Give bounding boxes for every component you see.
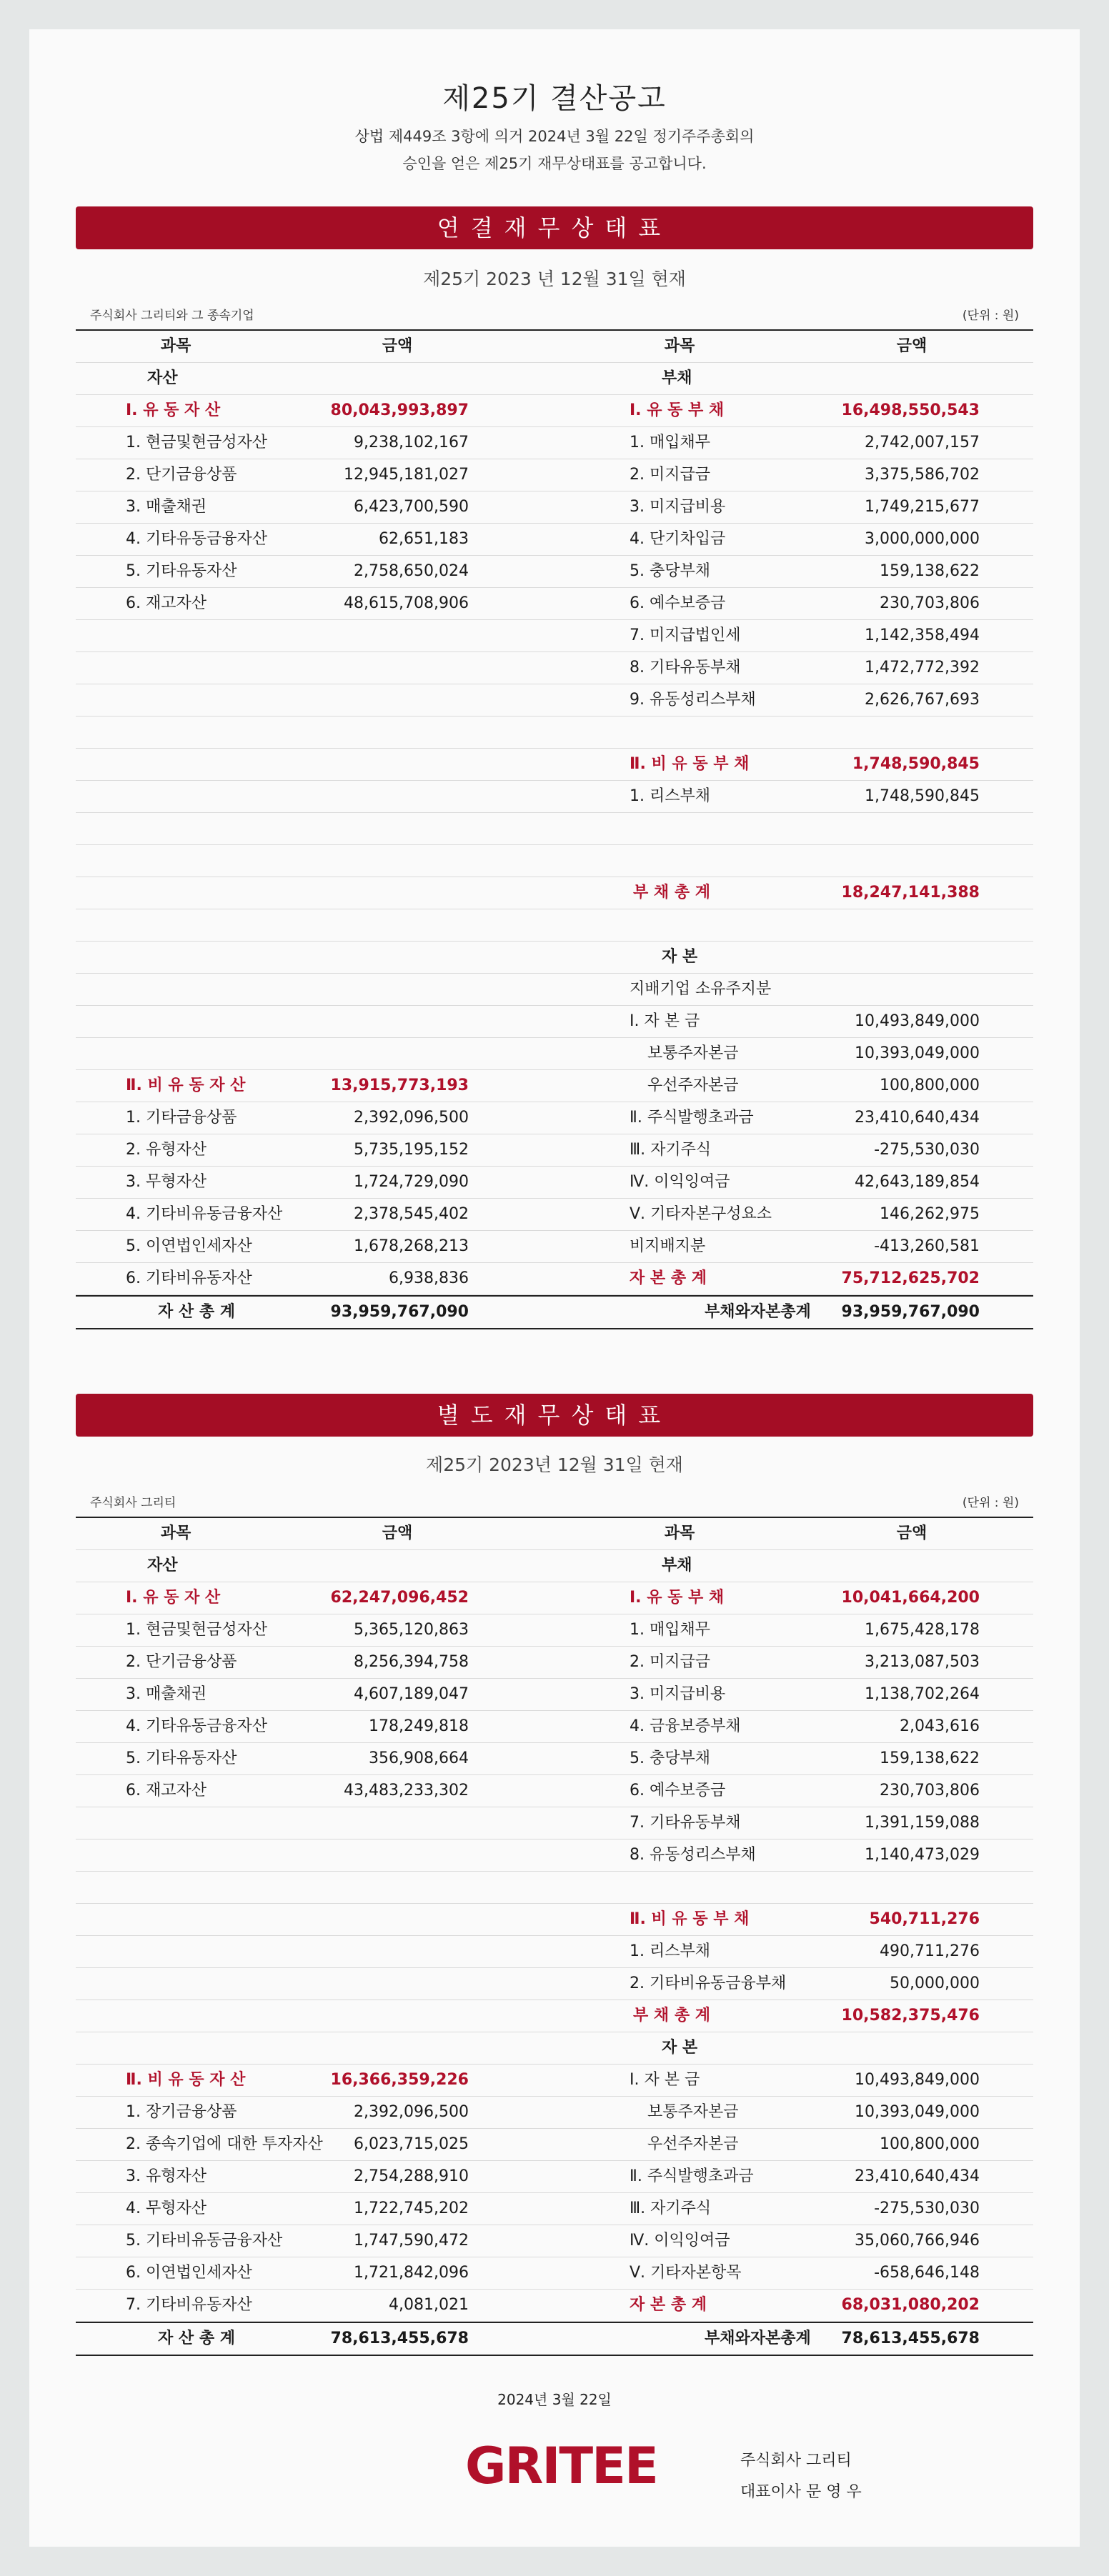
table-row (76, 1839, 1033, 1872)
right-item: Ⅲ. 자기주식 (630, 1141, 712, 1159)
right-amount: -658,646,148 (874, 2264, 980, 2282)
right-amount: 159,138,622 (880, 1749, 980, 1767)
right-item: Ⅱ. 비 유 동 부 채 (630, 1910, 750, 1928)
right-amount: 42,643,189,854 (855, 1173, 980, 1191)
right-amount: 68,031,080,202 (841, 2296, 980, 2314)
right-item: 6. 예수보증금 (630, 594, 726, 612)
right-item: Ⅰ. 유 동 부 채 (630, 1589, 725, 1607)
table-row (76, 1070, 1033, 1102)
col-item-right: 과목 (664, 337, 695, 355)
table-row (76, 620, 1033, 652)
right-amount: 1,391,159,088 (865, 1814, 980, 1832)
consolidated-unit: (단위 : 원) (962, 309, 1019, 323)
left-item: 6. 기타비유동자산 (126, 1269, 252, 1287)
right-item: 7. 기타유동부채 (630, 1814, 741, 1832)
right-item: 3. 미지급비용 (630, 498, 726, 516)
table-header-row (76, 1518, 1033, 1550)
left-amount: 1,747,590,472 (354, 2232, 469, 2250)
table-row (76, 1968, 1033, 2000)
left-item: 6. 이연법인세자산 (126, 2264, 252, 2282)
table-row (76, 427, 1033, 459)
table-row (76, 1679, 1033, 1711)
left-item: 1. 현금및현금성자산 (126, 1621, 267, 1639)
left-amount: 178,249,818 (369, 1717, 469, 1735)
left-amount: 8,256,394,758 (354, 1653, 469, 1671)
table-row (76, 1006, 1033, 1038)
total-liab-equity-label: 부채와자본총계 (705, 1303, 811, 1321)
right-amount: 1,748,590,845 (852, 755, 980, 773)
left-item: 2. 유형자산 (126, 1141, 207, 1159)
left-item: 3. 무형자산 (126, 1173, 207, 1191)
table-row (76, 781, 1033, 813)
right-amount: 23,410,640,434 (855, 2167, 980, 2185)
left-amount: 6,938,836 (389, 1269, 469, 1287)
left-item: Ⅱ. 비 유 동 자 산 (126, 2071, 246, 2089)
right-item: 8. 유동성리스부채 (630, 1846, 756, 1864)
total-liab-equity-label: 부채와자본총계 (705, 2330, 811, 2347)
right-item: 4. 금융보증부채 (630, 1717, 741, 1735)
right-item: 자 본 (662, 948, 698, 966)
total-assets-amount: 78,613,455,678 (330, 2330, 469, 2347)
right-item: 2. 미지급금 (630, 1653, 710, 1671)
right-item: Ⅱ. 주식발행초과금 (630, 2167, 754, 2185)
left-amount: 5,365,120,863 (354, 1621, 469, 1639)
right-amount: 230,703,806 (880, 594, 980, 612)
left-item: 4. 무형자산 (126, 2200, 207, 2217)
right-amount: 1,140,473,029 (865, 1846, 980, 1864)
table-row (76, 1263, 1033, 1295)
notice-subtitle-line1: 상법 제449조 3항에 의거 2024년 3월 22일 정기주주총회의 (354, 128, 755, 145)
table-row (76, 1647, 1033, 1679)
notice-subtitle-line2: 승인을 얻은 제25기 재무상태표를 공고합니다. (402, 155, 707, 172)
left-item: 2. 단기금융상품 (126, 466, 237, 484)
left-item: Ⅰ. 유 동 자 산 (126, 1589, 221, 1607)
right-amount: 1,748,590,845 (865, 787, 980, 805)
right-item: 자 본 총 계 (630, 1269, 707, 1287)
right-item: 우선주자본금 (647, 1077, 739, 1094)
right-item: 부 채 총 계 (633, 884, 710, 902)
left-amount: 4,607,189,047 (354, 1685, 469, 1703)
left-item: 4. 기타유동금융자산 (126, 1717, 267, 1735)
left-amount: 9,238,102,167 (354, 434, 469, 451)
table-row (76, 1711, 1033, 1743)
table-row (76, 1614, 1033, 1647)
table-row (76, 459, 1033, 491)
right-item: 6. 예수보증금 (630, 1782, 726, 1799)
footer-ceo: 대표이사 문 영 우 (740, 2483, 862, 2501)
consolidated-company: 주식회사 그리티와 그 종속기업 (90, 309, 254, 323)
left-item: 4. 기타비유동금융자산 (126, 1205, 283, 1223)
notice-title: 제25기 결산공고 (442, 82, 667, 115)
right-item: 1. 리스부채 (630, 787, 710, 805)
total-row (76, 2322, 1033, 2355)
table-row (76, 2257, 1033, 2290)
table-row (76, 2032, 1033, 2065)
table-row (76, 2065, 1033, 2097)
left-amount: 1,721,842,096 (354, 2264, 469, 2282)
table-row (76, 974, 1033, 1006)
left-item: 5. 기타유동자산 (126, 562, 237, 580)
left-item: 5. 기타비유동금융자산 (126, 2232, 283, 2250)
right-item: 보통주자본금 (647, 1044, 739, 1062)
total-assets-label: 자 산 총 계 (158, 2330, 235, 2347)
table-row (76, 1807, 1033, 1839)
table-row (76, 1231, 1033, 1263)
left-amount: 2,392,096,500 (354, 2103, 469, 2121)
left-amount: 48,615,708,906 (344, 594, 469, 612)
right-amount: 10,041,664,200 (841, 1589, 980, 1607)
left-item: 6. 재고자산 (126, 594, 207, 612)
right-item: Ⅳ. 이익잉여금 (630, 1173, 730, 1191)
left-item: 3. 매출채권 (126, 1685, 207, 1703)
right-item: 5. 충당부채 (630, 1749, 710, 1767)
col-item-left: 과목 (160, 337, 192, 355)
right-amount: 2,626,767,693 (865, 691, 980, 709)
right-item: 우선주자본금 (647, 2135, 739, 2153)
left-amount: 2,758,650,024 (354, 562, 469, 580)
col-item-left: 과목 (160, 1524, 192, 1542)
right-item: Ⅱ. 비 유 동 부 채 (630, 755, 750, 773)
right-item: Ⅴ. 기타자본항목 (630, 2264, 742, 2282)
left-item: 3. 매출채권 (126, 498, 207, 516)
right-amount: 10,582,375,476 (841, 2007, 980, 2025)
table-header-row (76, 331, 1033, 363)
right-amount: 1,138,702,264 (865, 1685, 980, 1703)
right-amount: 1,749,215,677 (865, 498, 980, 516)
col-amount-right: 금액 (896, 1524, 928, 1542)
table-row (76, 1936, 1033, 1968)
table-row (76, 845, 1033, 877)
left-amount: 5,735,195,152 (354, 1141, 469, 1159)
left-amount: 43,483,233,302 (344, 1782, 469, 1799)
right-item: 지배기업 소유주지분 (630, 980, 772, 998)
table-row (76, 2097, 1033, 2129)
right-amount: 75,712,625,702 (841, 1269, 980, 1287)
table-row (76, 395, 1033, 427)
right-item: 2. 미지급금 (630, 466, 710, 484)
right-amount: 18,247,141,388 (841, 884, 980, 902)
table-row (76, 1167, 1033, 1199)
notice-page (29, 29, 1080, 2547)
right-amount: 2,742,007,157 (865, 434, 980, 451)
col-amount-left: 금액 (382, 1524, 413, 1542)
right-item: 4. 단기차입금 (630, 530, 726, 548)
gritee-logo: GRITEE (465, 2437, 657, 2495)
right-amount: 100,800,000 (880, 1077, 980, 1094)
left-amount: 62,651,183 (379, 530, 469, 548)
left-item: 2. 단기금융상품 (126, 1653, 237, 1671)
table-row (76, 2161, 1033, 2193)
right-item: 1. 매입채무 (630, 434, 710, 451)
right-amount: 2,043,616 (900, 1717, 980, 1735)
consolidated-banner: 연결재무상태표 (76, 206, 1033, 249)
left-item: Ⅱ. 비 유 동 자 산 (126, 1077, 246, 1094)
table-row (76, 652, 1033, 684)
footer-company: 주식회사 그리티 (740, 2452, 852, 2470)
table-row (76, 813, 1033, 845)
table-row (76, 684, 1033, 717)
right-amount: 1,142,358,494 (865, 626, 980, 644)
left-amount: 1,722,745,202 (354, 2200, 469, 2217)
right-item: Ⅱ. 주식발행초과금 (630, 1109, 754, 1127)
right-amount: 100,800,000 (880, 2135, 980, 2153)
table-row (76, 1582, 1033, 1614)
right-item: 8. 기타유동부채 (630, 659, 741, 677)
left-item: 6. 재고자산 (126, 1782, 207, 1799)
left-amount: 6,423,700,590 (354, 498, 469, 516)
col-amount-left: 금액 (382, 337, 413, 355)
table-row (76, 2225, 1033, 2257)
right-item: 1. 매입채무 (630, 1621, 710, 1639)
right-amount: 146,262,975 (880, 1205, 980, 1223)
right-item: Ⅰ. 유 동 부 채 (630, 401, 725, 419)
table-row (76, 749, 1033, 781)
right-item: Ⅲ. 자기주식 (630, 2200, 712, 2217)
left-amount: 62,247,096,452 (330, 1589, 469, 1607)
left-amount: 2,392,096,500 (354, 1109, 469, 1127)
right-amount: 540,711,276 (869, 1910, 980, 1928)
separate-balance-table (76, 1517, 1033, 2356)
right-item: Ⅰ. 자 본 금 (630, 2071, 700, 2089)
table-row (76, 2129, 1033, 2161)
right-item: 비지배지분 (630, 1237, 706, 1255)
left-item: 1. 현금및현금성자산 (126, 434, 267, 451)
right-item: 자 본 (662, 2039, 698, 2057)
right-amount: -275,530,030 (874, 1141, 980, 1159)
right-amount: 3,375,586,702 (865, 466, 980, 484)
table-row (76, 2193, 1033, 2225)
section-liabilities: 부채 (662, 369, 692, 387)
left-item: 5. 기타유동자산 (126, 1749, 237, 1767)
left-item: 1. 기타금융상품 (126, 1109, 237, 1127)
col-item-right: 과목 (664, 1524, 695, 1542)
section-row (76, 363, 1033, 395)
right-item: 9. 유동성리스부채 (630, 691, 756, 709)
right-item: 7. 미지급법인세 (630, 626, 741, 644)
right-amount: 10,393,049,000 (855, 1044, 980, 1062)
left-item: Ⅰ. 유 동 자 산 (126, 401, 221, 419)
section-liabilities: 부채 (662, 1557, 692, 1574)
right-item: Ⅴ. 기타자본구성요소 (630, 1205, 772, 1223)
right-amount: 10,393,049,000 (855, 2103, 980, 2121)
left-amount: 6,023,715,025 (354, 2135, 469, 2153)
total-assets-label: 자 산 총 계 (158, 1303, 235, 1321)
right-amount: -413,260,581 (874, 1237, 980, 1255)
table-row (76, 524, 1033, 556)
left-item: 2. 종속기업에 대한 투자자산 (126, 2135, 323, 2153)
footer-date: 2024년 3월 22일 (497, 2391, 612, 2408)
table-row (76, 717, 1033, 749)
left-amount: 80,043,993,897 (330, 401, 469, 419)
col-amount-right: 금액 (896, 337, 928, 355)
section-row (76, 1550, 1033, 1582)
right-item: 1. 리스부채 (630, 1942, 710, 1960)
left-item: 7. 기타비유동자산 (126, 2296, 252, 2314)
table-row (76, 491, 1033, 524)
table-row (76, 2000, 1033, 2032)
right-amount: 490,711,276 (880, 1942, 980, 1960)
left-amount: 1,678,268,213 (354, 1237, 469, 1255)
table-row (76, 909, 1033, 942)
table-row (76, 1199, 1033, 1231)
left-amount: 2,378,545,402 (354, 1205, 469, 1223)
table-row (76, 1102, 1033, 1134)
total-liab-equity-amount: 93,959,767,090 (841, 1303, 980, 1321)
table-row (76, 1775, 1033, 1807)
separate-unit: (단위 : 원) (962, 1496, 1019, 1510)
table-row (76, 942, 1033, 974)
right-item: Ⅳ. 이익잉여금 (630, 2232, 730, 2250)
left-amount: 1,724,729,090 (354, 1173, 469, 1191)
total-row (76, 1295, 1033, 1328)
left-item: 1. 장기금융상품 (126, 2103, 237, 2121)
section-assets: 자산 (147, 1557, 178, 1574)
right-amount: 23,410,640,434 (855, 1109, 980, 1127)
left-amount: 4,081,021 (389, 2296, 469, 2314)
left-amount: 13,915,773,193 (330, 1077, 469, 1094)
right-amount: 16,498,550,543 (841, 401, 980, 419)
table-row (76, 588, 1033, 620)
right-item: 자 본 총 계 (630, 2296, 707, 2314)
right-amount: 10,493,849,000 (855, 2071, 980, 2089)
right-amount: 50,000,000 (890, 1975, 980, 1992)
consolidated-balance-table (76, 329, 1033, 1329)
left-amount: 16,366,359,226 (330, 2071, 469, 2089)
right-item: 2. 기타비유동금융부채 (630, 1975, 787, 1992)
table-row (76, 1904, 1033, 1936)
right-amount: 10,493,849,000 (855, 1012, 980, 1030)
table-row (76, 556, 1033, 588)
right-item: 보통주자본금 (647, 2103, 739, 2121)
left-amount: 2,754,288,910 (354, 2167, 469, 2185)
separate-date: 제25기 2023년 12월 31일 현재 (426, 1454, 683, 1475)
right-amount: 35,060,766,946 (855, 2232, 980, 2250)
right-amount: 1,675,428,178 (865, 1621, 980, 1639)
separate-banner: 별도재무상태표 (76, 1394, 1033, 1437)
left-item: 4. 기타유동금융자산 (126, 530, 267, 548)
table-row (76, 1134, 1033, 1167)
total-assets-amount: 93,959,767,090 (330, 1303, 469, 1321)
table-row (76, 1872, 1033, 1904)
left-item: 3. 유형자산 (126, 2167, 207, 2185)
total-liab-equity-amount: 78,613,455,678 (841, 2330, 980, 2347)
separate-company: 주식회사 그리티 (90, 1496, 176, 1510)
right-item: 3. 미지급비용 (630, 1685, 726, 1703)
left-amount: 12,945,181,027 (344, 466, 469, 484)
left-item: 5. 이연법인세자산 (126, 1237, 252, 1255)
left-amount: 356,908,664 (369, 1749, 469, 1767)
section-assets: 자산 (147, 369, 178, 387)
right-item: 5. 충당부채 (630, 562, 710, 580)
table-row (76, 1038, 1033, 1070)
right-amount: 3,213,087,503 (865, 1653, 980, 1671)
right-item: 부 채 총 계 (633, 2007, 710, 2025)
right-item: Ⅰ. 자 본 금 (630, 1012, 700, 1030)
table-row (76, 1743, 1033, 1775)
right-amount: 159,138,622 (880, 562, 980, 580)
right-amount: 1,472,772,392 (865, 659, 980, 677)
consolidated-date: 제25기 2023 년 12월 31일 현재 (423, 269, 686, 289)
table-row (76, 2290, 1033, 2322)
right-amount: -275,530,030 (874, 2200, 980, 2217)
right-amount: 3,000,000,000 (865, 530, 980, 548)
table-row (76, 877, 1033, 909)
right-amount: 230,703,806 (880, 1782, 980, 1799)
